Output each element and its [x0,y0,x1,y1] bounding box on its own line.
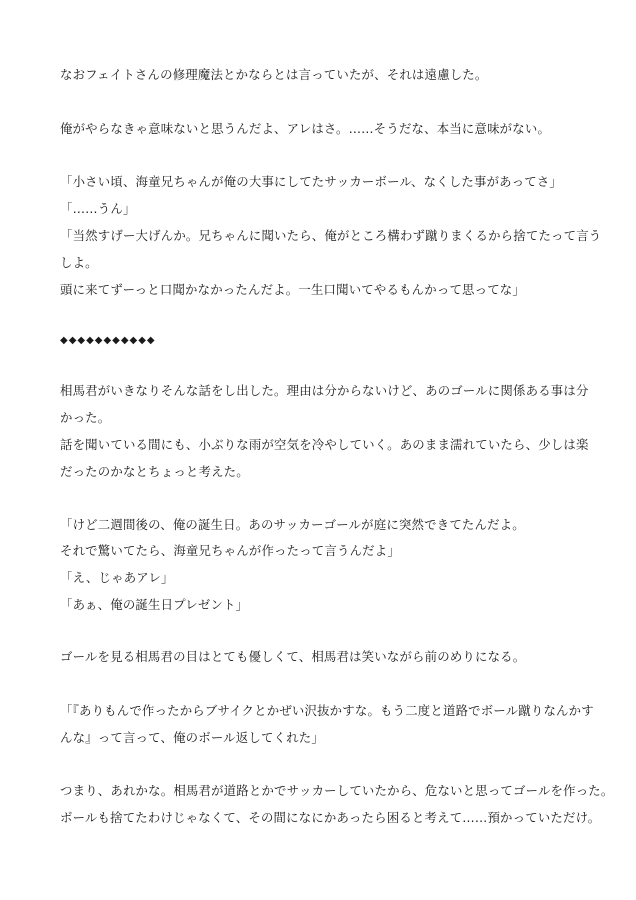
section-separator: ◆◆◆◆◆◆◆◆◆◆◆ [60,335,156,346]
paragraph-line: 頭に来てずーっと口聞かなかったんだよ。一生口聞いてやるもんかって思ってな」 [60,282,525,297]
paragraph-line: 相馬君がいきなりそんな話をし出した。理由は分からないけど、あのゴールに関係ある事は分 [60,383,589,398]
paragraph-line: 俺がやらなきゃ意味ないと思うんだよ、アレはさ。……そうだな、本当に意味がない。 [60,121,551,136]
dialogue-line: んな』って言って、俺のボール返してくれた」 [60,730,324,745]
paragraph-line: だったのかなとちょっと考えた。 [60,464,249,479]
dialogue-line: 「……うん」 [60,201,136,216]
dialogue-line: 「あぁ、俺の誕生日プレゼント」 [60,597,249,612]
paragraph-line: 話を聞いている間にも、小ぶりな雨が空気を冷やしていく。あのまま濡れていたら、少しは楽 [60,437,589,452]
dialogue-line: 「え、じゃあアレ」 [60,570,174,585]
dialogue-line: それで驚いてたら、海童兄ちゃんが作ったって言うんだよ」 [60,543,400,558]
dialogue-line: 「『ありもんで作ったからブサイクとかぜい沢抜かすな。もう二度と道路でボール蹴りなんかす [60,703,594,718]
paragraph-line: ボールも捨てたわけじゃなくて、その間になにかあったら困ると考えて……預かっていただけ。 [60,810,601,825]
paragraph-line: かった。 [60,410,111,425]
dialogue-line: 「当然すげー大げんか。兄ちゃんに聞いたら、俺がところ構わず蹴りまくるから捨てたって言う [60,228,602,243]
dialogue-line: しよ。 [60,255,98,270]
paragraph-line: つまり、あれかな。相馬君が道路とかでサッカーしていたから、危ないと思ってゴールを作った。 [60,783,614,798]
dialogue-line: 「小さい頃、海童兄ちゃんが俺の大事にしてたサッカーボール、なくした事があってさ」 [60,174,563,189]
paragraph-line: ゴールを見る相馬君の目はとても優しくて、相馬君は笑いながら前のめりになる。 [60,649,526,664]
dialogue-line: 「けど二週間後の、俺の誕生日。あのサッカーゴールが庭に突然できてたんだよ。 [60,517,525,532]
paragraph-line: なおフェイトさんの修理魔法とかならとは言っていたが、それは遠慮した。 [60,67,488,82]
